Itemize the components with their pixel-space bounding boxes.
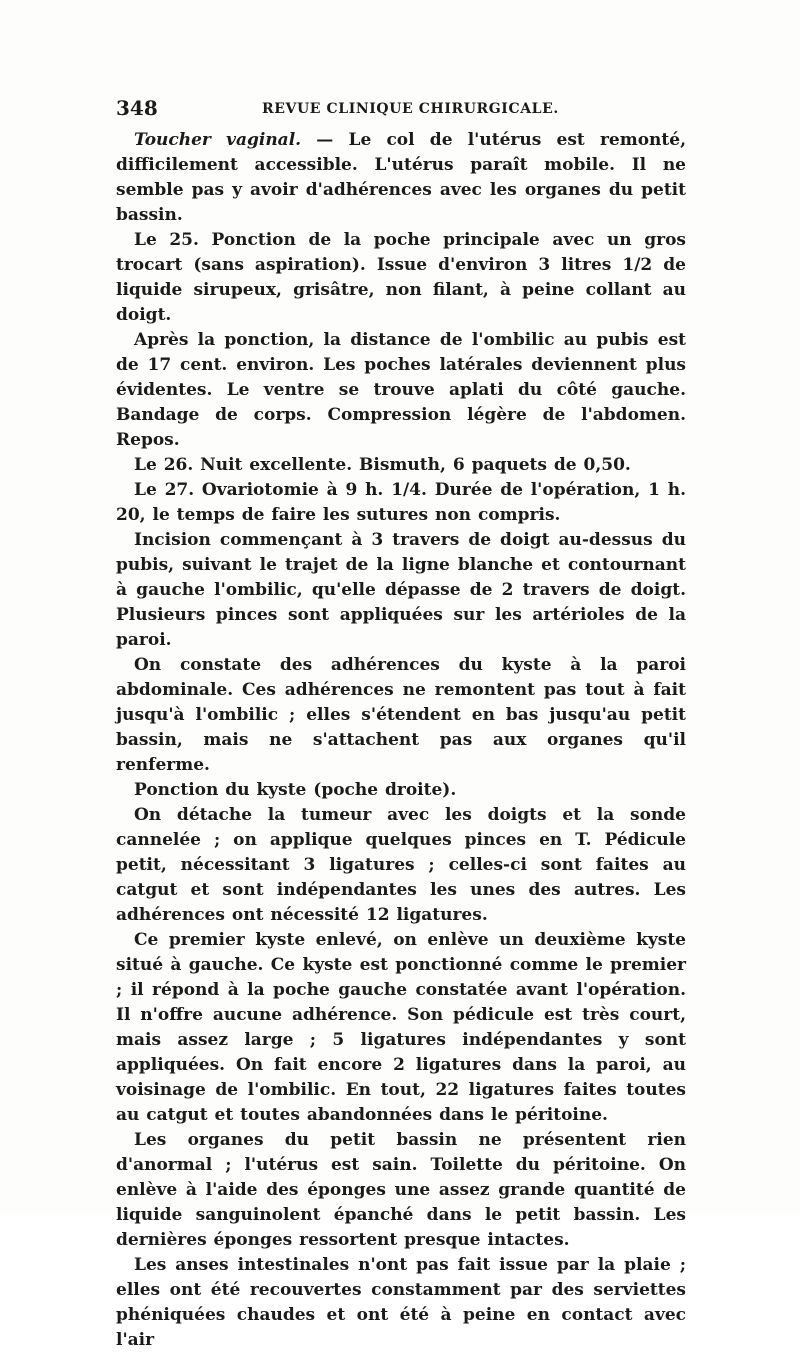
- page-header: [116, 96, 686, 120]
- paragraph-ponction-kyste: Ponction du kyste (poche droite).: [134, 780, 457, 800]
- page-number: 348: [116, 96, 158, 120]
- paragraph-anses-intestinales: Les anses intestinales n'ont pas fait issue par la plaie ; elles ont été recouvertes constamment par des serviettes phéniquées chaudes et ont été à peine en contact avec l'air: [116, 1255, 686, 1350]
- body-text: [116, 128, 686, 1353]
- paragraph-incision: Incision commençant à 3 travers de doigt au-dessus du pubis, suivant le trajet de la ligne blanche et contournant à gauche l'ombilic, qu'elle dépasse de 2 travers de doigt. Plusieurs pinces sont appliquées sur les artérioles de la paroi.: [116, 530, 686, 650]
- running-title: REVUE CLINIQUE CHIRURGICALE.: [262, 101, 559, 117]
- paragraph-organes-bassin: Les organes du petit bassin ne présentent rien d'anormal ; l'utérus est sain. Toilette du péritoine. On enlève à l'aide des éponges une assez grande quantité de liquide sanguinolent épanché dans le petit bassin. Les dernières éponges ressortent presque intactes.: [116, 1130, 686, 1250]
- paragraph-adherences: On constate des adhérences du kyste à la paroi abdominale. Ces adhérences ne remontent pas tout à fait jusqu'à l'ombilic ; elles s'étendent en bas jusqu'au petit bassin, mais ne s'attachent pas aux organes qu'il renferme.: [116, 655, 686, 775]
- paragraph-detache-tumeur: On détache la tumeur avec les doigts et la sonde cannelée ; on applique quelques pinces en T. Pédicule petit, nécessitant 3 ligatures ; celles-ci sont faites au catgut et sont indépendantes les unes des autres. Les adhérences ont nécessité 12 ligatures.: [116, 805, 686, 925]
- paragraph-apres-ponction: Après la ponction, la distance de l'ombilic au pubis est de 17 cent. environ. Les poches latérales deviennent plus évidentes. Le ventre se trouve aplati du côté gauche. Bandage de corps. Compression légère de l'abdomen. Repos.: [116, 330, 686, 450]
- paragraph-toucher-vaginal: [116, 128, 686, 228]
- paragraph-lead-italic: Toucher vaginal.: [134, 130, 302, 150]
- paragraph-le-25: Le 25. Ponction de la poche principale avec un gros trocart (sans aspiration). Issue d'environ 3 litres 1/2 de liquide sirupeux, grisâtre, non filant, à peine collant au doigt.: [116, 230, 686, 325]
- paragraph-le-27: Le 27. Ovariotomie à 9 h. 1/4. Durée de l'opération, 1 h. 20, le temps de faire les sutures non compris.: [116, 480, 686, 525]
- paragraph-premier-kyste: Ce premier kyste enlevé, on enlève un deuxième kyste situé à gauche. Ce kyste est ponctionné comme le premier ; il répond à la poche gauche constatée avant l'opération. Il n'offre aucune adhérence. Son pédicule est très court, mais assez large ; 5 ligatures indépendantes y sont appliquées. On fait encore 2 ligatures dans la paroi, au voisinage de l'ombilic. En tout, 22 ligatures faites toutes au catgut et toutes abandonnées dans le péritoine.: [116, 930, 686, 1125]
- paragraph-text: — Le col de l'utérus est remonté, difficilement accessible. L'utérus paraît mobile. Il ne semble pas y avoir d'adhérences avec les organes du petit bassin.: [116, 130, 686, 225]
- paragraph-le-26: Le 26. Nuit excellente. Bismuth, 6 paquets de 0,50.: [134, 455, 631, 475]
